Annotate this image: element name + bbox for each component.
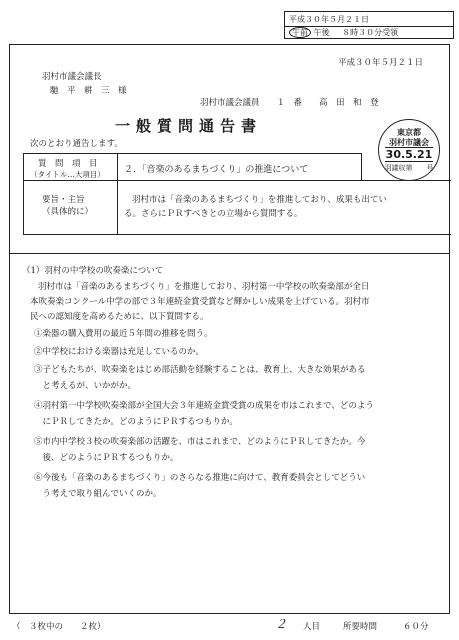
item-sublabel: （タイトル…大項目） — [30, 170, 105, 179]
question-2: ②中学校における楽器は充足しているのか。 — [34, 347, 205, 357]
stamp-line-1: 東京都 — [397, 128, 421, 137]
sheet-count: （ ３枚中の ２枚） — [12, 622, 106, 632]
question-4-cont: にＰＲしてきたか。どのようにＰＲするつもりか。 — [34, 417, 238, 427]
question-6-cont: う考えで取り組んでいくのか。 — [34, 489, 162, 499]
intro-line: 本吹奏楽コンクール中学の部で３年連続金賞受賞など輝かしい成果を上げている。羽村市 — [30, 297, 370, 307]
addressee-name: 馳 平 耕 三 様 — [50, 86, 127, 96]
item-value-cell — [117, 153, 362, 181]
document-date: 平成３０年５月２１日 — [338, 58, 424, 68]
received-stamp — [378, 119, 440, 181]
question-4: ④羽村第一中学校吹奏楽部が全国大会３年連続金賞受賞の成果を市はこれまで、どのよう — [34, 401, 374, 411]
intro-line: 羽村市は「音楽のあるまちづくり」を推進しており、羽村第一中学校の吹奏楽部が全日 — [38, 282, 370, 292]
receipt-date: 平成３０年５月２１日 — [289, 15, 369, 24]
item-value: ２．「音楽のあるまちづくり」の推進について — [124, 165, 309, 175]
stamp-number: 羽議収第 号 — [384, 164, 434, 172]
question-6: ⑥今後も「音楽のあるまちづくり」のさらなる推進に向けて、教育委員会としてどうい — [34, 473, 366, 483]
section-title: （1）羽村の中学校の吹奏楽について — [22, 266, 164, 276]
people-label: 人目 — [303, 622, 321, 632]
receipt-time-row — [285, 26, 453, 40]
section-divider — [9, 253, 450, 254]
gist-label-cell — [23, 180, 118, 235]
sender-line: 羽村市議会議員 １ 番 高 田 和 登 — [200, 98, 379, 108]
intro-line: 民への認知度を高めるために、以下質問する。 — [30, 312, 209, 322]
question-5-cont: 後、どのようにＰＲするつもりか。 — [34, 453, 179, 463]
time-label: 所要時間 — [343, 622, 378, 632]
gist-line-2: る。さらにＰＲすべきとの立場から質問する。 — [124, 209, 303, 219]
gist-line-1: 羽村市は「音楽のあるまちづくり」を推進しており、成果も出てい — [132, 195, 387, 205]
page-title: 一般質問通告書 — [115, 117, 263, 135]
item-label-cell — [23, 153, 118, 181]
gist-sublabel: （具体的に） — [42, 207, 94, 217]
receipt-am-circled: 午前 — [289, 27, 311, 38]
question-3: ③子どもたちが、吹奏楽をはじめ部活動を経験することは、教育上、大きな効果がある — [34, 365, 366, 375]
stamp-line-2: 羽村市議会 — [389, 138, 429, 147]
addressee-title: 羽村市議会議長 — [42, 72, 102, 82]
time-value: ６０分 — [403, 622, 429, 632]
receipt-pm: 午後 — [313, 28, 330, 37]
question-1: ①楽器の購入費用の最近５年間の推移を問う。 — [34, 329, 213, 339]
stamp-date: 30.5.21 — [385, 148, 433, 161]
question-3-cont: と考えるが、いかがか。 — [34, 381, 137, 391]
gist-value-cell — [117, 180, 451, 235]
receipt-time: ８時３０分受領 — [342, 28, 399, 37]
gist-label: 要旨・主旨 — [42, 195, 85, 205]
people-number: ２ — [275, 617, 288, 631]
item-label: 質 問 項 目 — [38, 159, 98, 169]
intro-text: 次のとおり通告します。 — [30, 139, 123, 149]
receipt-box — [284, 11, 454, 39]
question-5: ⑤市内中学校３校の吹奏楽部の活躍を、市はこれまで、どのようにＰＲしてきたか。今 — [34, 437, 366, 447]
